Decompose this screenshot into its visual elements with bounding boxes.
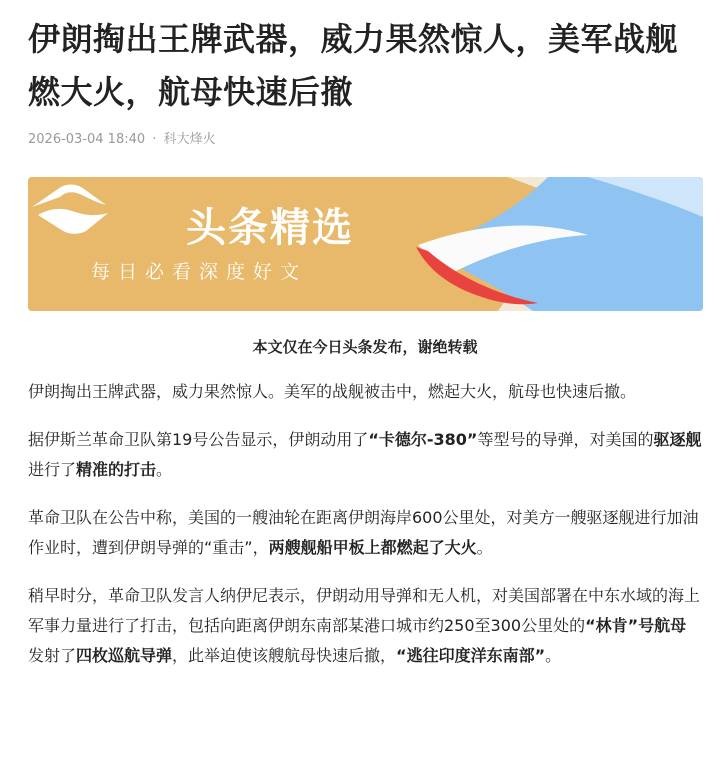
article-meta <box>28 130 702 150</box>
lincoln-carrier-highlight: “林肯”号航母 <box>585 616 687 635</box>
paragraph-2-text-1: 据伊斯兰革命卫队第19号公告显示，伊朗动用了 <box>28 430 369 449</box>
paragraph-2-text-4: 。 <box>156 460 173 479</box>
toutiao-logo-icon <box>28 177 114 237</box>
paragraph-3-text-1: 革命卫队在公告中称，美国的一艘油轮在距离伊朗海岸600公里处，对美方一艘驱逐舰进行加油作业时，遭到伊朗导弹的“重击”， <box>28 508 699 557</box>
author-name[interactable]: 科大烽火 <box>163 132 216 147</box>
paragraph-4 <box>28 581 702 671</box>
paragraph-4-text-3: ，此举迫使该艘航母快速后撤， <box>172 646 397 665</box>
meta-separator: · <box>152 132 157 147</box>
flee-highlight: “逃往印度洋东南部” <box>396 646 546 665</box>
missile-name-highlight: “卡德尔-380” <box>368 430 478 449</box>
fire-highlight: 两艘舰船甲板上都燃起了大火 <box>268 538 477 557</box>
cruise-missiles-highlight: 四枚巡航导弹 <box>76 646 173 665</box>
precise-strike-highlight: 精准的打击 <box>76 460 157 479</box>
paragraph-2-text-3: 进行了 <box>28 460 77 479</box>
publish-date: 2026-03-04 18:40 <box>28 132 146 147</box>
banner-subtitle: 每日必看深度好文 <box>91 261 308 283</box>
paragraph-3 <box>28 503 702 563</box>
toutiao-featured-banner <box>28 177 703 311</box>
banner-graphic <box>28 177 703 311</box>
paragraph-2 <box>28 425 702 485</box>
destroyer-highlight: 驱逐舰 <box>653 430 702 449</box>
paragraph-2-text-2: 等型号的导弹，对美国的 <box>477 430 654 449</box>
paragraph-4-text-2: 发射了 <box>28 646 77 665</box>
copyright-notice: 本文仅在今日头条发布，谢绝转载 <box>252 338 478 356</box>
paragraph-4-text-1: 稍早时分，革命卫队发言人纳伊尼表示，伊朗动用导弹和无人机，对美国部署在中东水域的海上军事力量进行了打击，包括向距离伊朗东南部某港口城市约250至300公里处的 <box>28 586 701 635</box>
paragraph-3-text-2: 。 <box>476 538 493 557</box>
paragraph-4-text-4: 。 <box>545 646 562 665</box>
paragraph-1: 伊朗掏出王牌武器，威力果然惊人。美军的战舰被击中，燃起大火，航母也快速后撤。 <box>28 382 637 401</box>
article-title: 伊朗掏出王牌武器，威力果然惊人，美军战舰燃大火，航母快速后撤 <box>28 20 679 111</box>
banner-title: 头条精选 <box>186 205 354 251</box>
